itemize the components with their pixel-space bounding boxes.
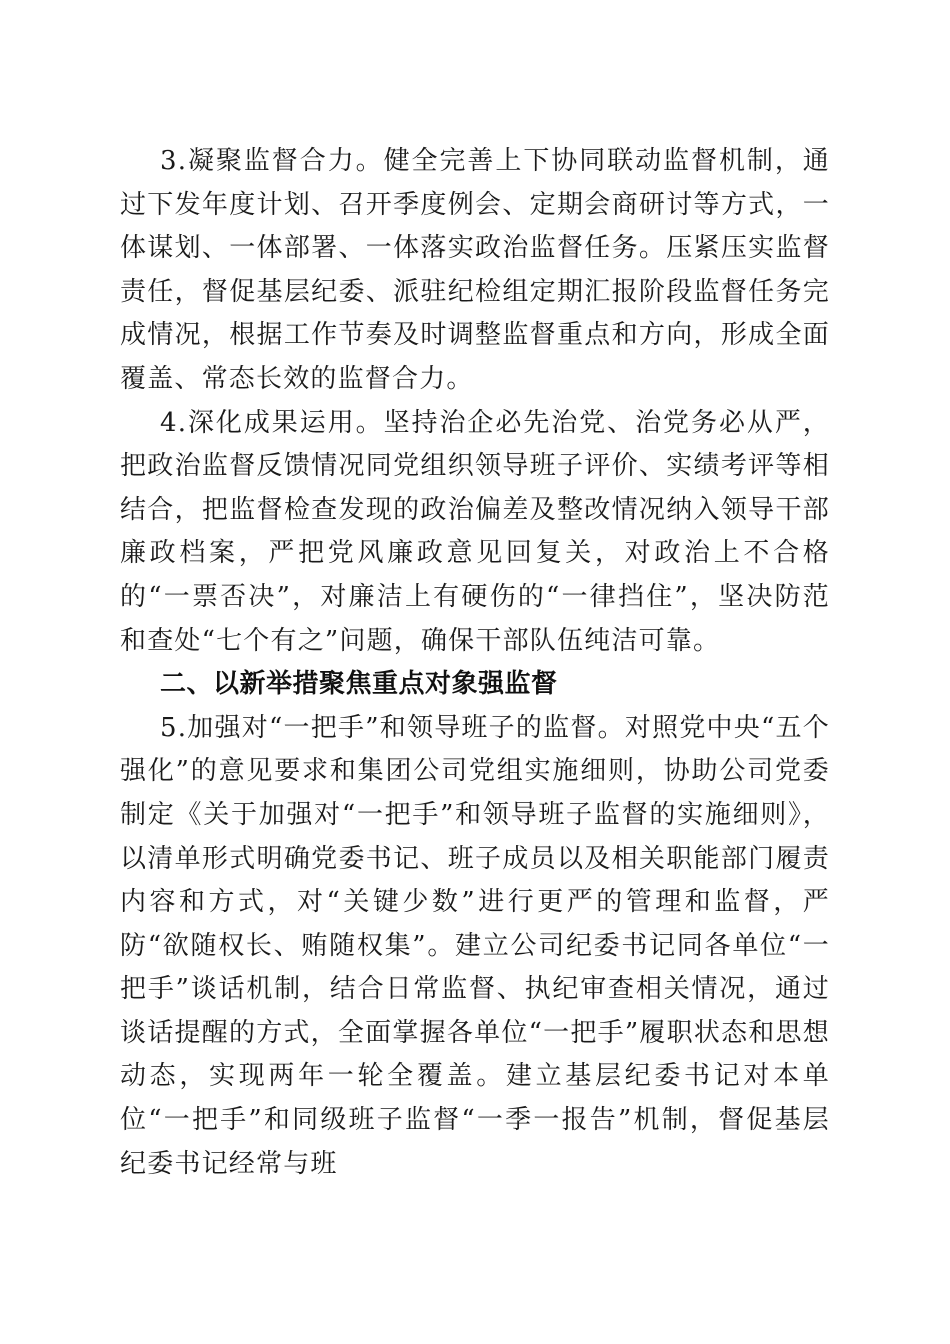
paragraph-4-results-application: 4.深化成果运用。坚持治企必先治党、治党务必从严，把政治监督反馈情况同党组织领导班子评价、实绩考评等相结合，把监督检查发现的政治偏差及整改情况纳入领导干部廉政档案，严把党风廉政意见回复关，对政治上不合格的“一票否决”，对廉洁上有硬伤的“一律挡住”，坚决防范和查处“七个有之”问题，确保干部队伍纯洁可靠。 — [120, 407, 830, 656]
paragraph-3-joint-supervision: 3.凝聚监督合力。健全完善上下协同联动监督机制，通过下发年度计划、召开季度例会、定期会商研讨等方式，一体谋划、一体部署、一体落实政治监督任务。压紧压实监督责任，督促基层纪委、派驻纪检组定期汇报阶段监督任务完成情况，根据工作节奏及时调整监督重点和方向，形成全面覆盖、常态长效的监督合力。 — [120, 146, 830, 394]
section-heading-2: 二、以新举措聚焦重点对象强监督 — [160, 669, 558, 700]
document-body — [120, 140, 830, 1186]
paragraph-5-top-leader-supervision: 5.加强对“一把手”和领导班子的监督。对照党中央“五个强化”的意见要求和集团公司党组实施细则，协助公司党委制定《关于加强对“一把手”和领导班子监督的实施细则》，以清单形式明确党委书记、班子成员以及相关职能部门履责内容和方式，对“关键少数”进行更严的管理和监督，严防“欲随权长、贿随权集”。建立公司纪委书记同各单位“一把手”谈话机制，结合日常监督、执纪审查相关情况，通过谈话提醒的方式，全面掌握各单位“一把手”履职状态和思想动态，实现两年一轮全覆盖。建立基层纪委书记对本单位“一把手”和同级班子监督“一季一报告”机制，督促基层纪委书记经常与班 — [120, 712, 830, 1179]
